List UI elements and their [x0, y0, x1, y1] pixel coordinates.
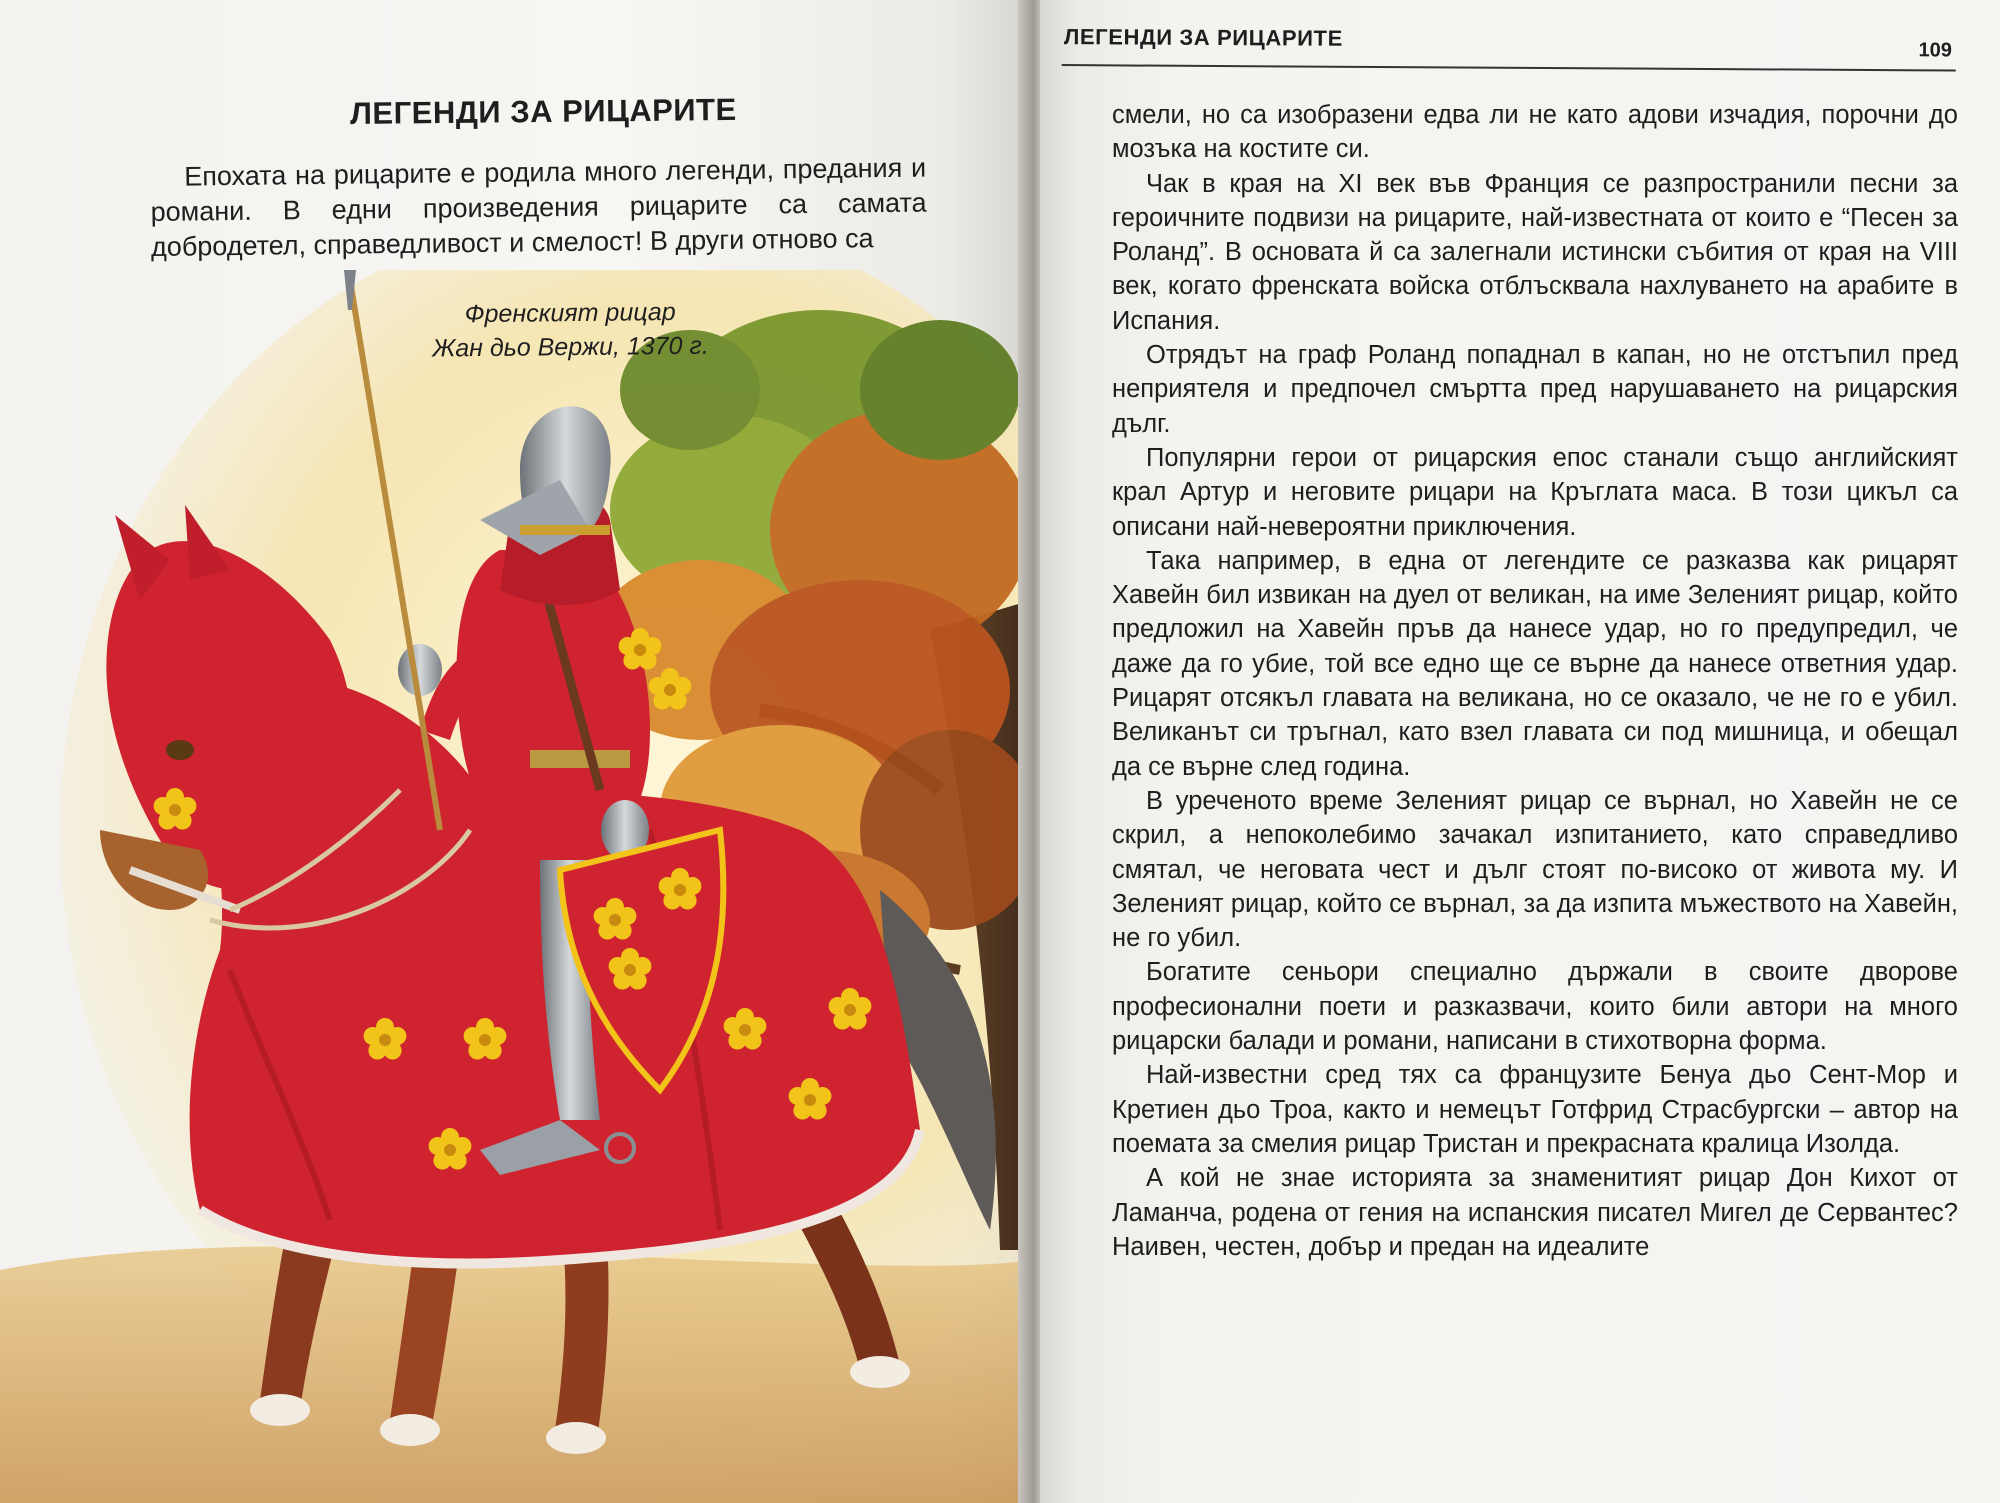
illustration-caption: [390, 294, 751, 366]
page-number: 109: [1918, 39, 1952, 62]
paragraph: А кой не знае историята за знаменитият рицар Дон Кихот от Ламанча, родена от гения на испанския писател Мигел де Сервантес? Наивен, честен, добър и предан на идеалите: [1112, 1164, 1958, 1261]
paragraph: В уреченото време Зеленият рицар се върнал, но Хавейн не се скрил, а непоколебимо зачакал изпитанието, като справедливо смятал, че неговата чест и дълг стоят по-високо от живота му. И Зеленият рицар, който се върнал, за да изпита мъжеството на Хавейн, не го убил.: [1112, 786, 1958, 953]
paragraph: Така например, в една от легендите се разказва как рицарят Хавейн бил извикан на дуел от великан, на име Зеленият рицар, който предложил на Хавейн пръв да нанесе удар, но го предупредил, че даже да го убие, той все едно ще се върне да нанесе ответния удар. Рицарят отсякъл главата на великана, но се оказало, че не го е убил. Великанът си тръгнал, като взел главата си под мишница, и обещал да се върне след година.: [1112, 546, 1958, 781]
intro-paragraph: Епохата на рицарите е родила много легенди, предания и романи. В едни произведения рицарите са самата добродетел, справедливост и смелост! В други отново са: [150, 152, 927, 262]
paragraph: смели, но са изобразени едва ли не като адови изчадия, порочни до мозъка на костите си.: [1112, 101, 1958, 164]
caption-line-1: Френският рицар: [464, 298, 676, 329]
running-head-title: ЛЕГЕНДИ ЗА РИЦАРИТЕ: [1063, 24, 1343, 51]
running-header: [1052, 24, 1952, 73]
caption-line-2: Жан дьо Вержи, 1370 г.: [432, 331, 709, 363]
page-title: ЛЕГЕНДИ ЗА РИЦАРИТЕ: [350, 91, 737, 131]
paragraph: Отрядът на граф Роланд попаднал в капан, но не отстъпил пред неприятеля и предпочел смъртта пред нарушаването на рицарския дълг.: [1112, 341, 1958, 438]
paragraph: Популярни герои от рицарския епос станали също английският крал Артур и неговите рицари на Кръглата маса. В този цикъл са описани най-невероятни приключения.: [1112, 443, 1958, 541]
paragraph: Богатите сеньори специално държали в своите дворове професионални поети и разказвачи, които били автори на много рицарски балади и романи, написани в стихотворна форма.: [1112, 958, 1958, 1056]
paragraph: Най-известни сред тях са французите Бенуа дьо Сент-Мор и Кретиен дьо Троа, както и немецът Готфрид Страсбургски – автор на поемата за смелия рицар Тристан и прекрасната кралица Изолда.: [1112, 1061, 1958, 1158]
right-page: [1040, 0, 2000, 1503]
knight-illustration: [0, 270, 1032, 1503]
header-rule: [1062, 64, 1956, 71]
paragraph: Чак в края на XI век във Франция се разпространили песни за героичните подвизи на рицарите, най-известната от които е “Песен за Роланд”. В основата й са залегнали истински събития от края на VIII век, когато френската войска отблъсквала нахлуването на арабите в Испания.: [1112, 169, 1958, 335]
body-text: [1112, 98, 1958, 1264]
